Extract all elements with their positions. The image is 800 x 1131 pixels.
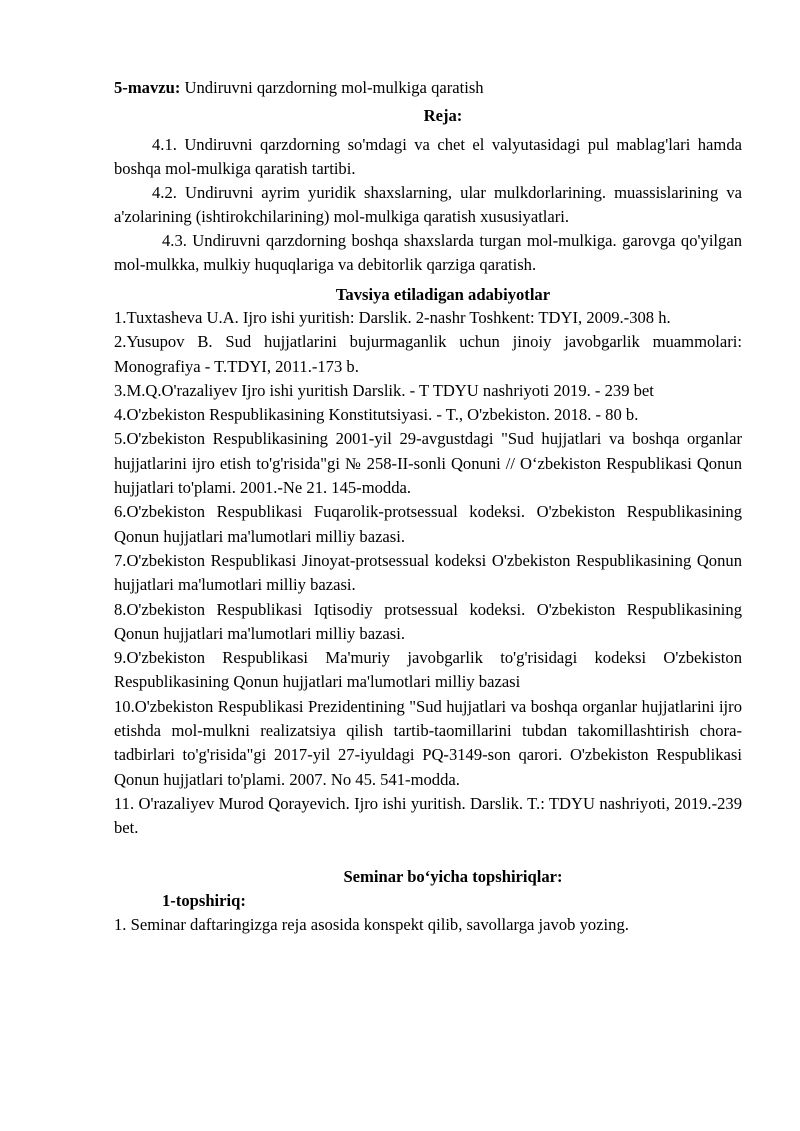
task-label: 1-topshiriq: [162,890,246,910]
task-text: 1. Seminar daftaringizga reja asosida konspekt qilib, savollarga javob yozing. [114,914,629,934]
seminar-heading: Seminar bo‘yicha topshiriqlar: [343,866,563,886]
topic-title: Undiruvni qarzdorning mol-mulkiga qaratish [180,78,484,97]
literature-item: 2.Yusupov B. Sud hujjatlarini bujurmaganlik uchun jinoiy javobgarlik muammolari: Monografiya - T.TDYI, 2011.-173 b. [114,332,742,376]
topic-line [114,76,742,100]
document-page [114,76,742,937]
literature-item: 4.O'zbekiston Respublikasining Konstitutsiyasi. - T., O'zbekiston. 2018. - 80 b. [114,405,639,425]
literature-item: 8.O'zbekiston Respublikasi Iqtisodiy protsessual kodeksi. O'zbekiston Respublikasining Qonun hujjatlari ma'lumotlari milliy bazasi. [114,599,742,643]
literature-heading: Tavsiya etiladigan adabiyotlar [335,285,551,304]
spacer [114,841,742,865]
literature-item: 6.O'zbekiston Respublikasi Fuqarolik-protsessual kodeksi. O'zbekiston Respublikasining Qonun hujjatlari ma'lumotlari milliy bazasi. [114,502,742,546]
plan-item: 4.2. Undiruvni ayrim yuridik shaxslarning, ular mulkdorlarining. muassislarining va a'zolarining (ishtirokchilarining) mol-mulkiga qaratish xususiyatlari. [114,183,742,226]
literature-item: 9.O'zbekiston Respublikasi Ma'muriy javobgarlik to'g'risidagi kodeksi O'zbekiston Respublikasining Qonun hujjatlari ma'lumotlari milliy bazasi [114,648,742,692]
literature-item: 7.O'zbekiston Respublikasi Jinoyat-protsessual kodeksi O'zbekiston Respublikasining Qonun hujjatlari ma'lumotlari milliy bazasi. [114,550,742,595]
literature-item: 5.O'zbekiston Respublikasining 2001-yil 29-avgustdagi "Sud hujjatlari va boshqa organlar hujjatlarini ijro etish to'g'risida"gi № 258-II-sonli Qonuni // O‘zbekiston Respublikasi Qonun hujjatlari to'plami. 2001.-Ne 21. 145-modda. [114,429,742,498]
literature-item: 11. O'razaliyev Murod Qorayevich. Ijro ishi yuritish. Darslik. T.: TDYU nashriyoti, 2019.-239 bet. [114,793,742,838]
plan-item: 4.1. Undiruvni qarzdorning so'mdagi va chet el valyutasidagi pul mablag'lari hamda boshqa mol-mulkiga qaratish tartibi. [114,135,742,178]
literature-item: 1.Tuxtasheva U.A. Ijro ishi yuritish: Darslik. 2-nashr Toshkent: TDYI, 2009.-308 h. [114,308,671,327]
literature-item: 10.O'zbekiston Respublikasi Prezidentining "Sud hujjatlari va boshqa organlar hujjatlarini ijro etishda mol-mulkni realizatsiya qilish tartib-taomillarini tubdan takomillashtirish chora-tadbirlari to'g'risida"gi 2017-yil 27-iyuldagi PQ-3149-son qarori. O'zbekiston Respublikasi Qonun hujjatlari to'plami. 2007. No 45. 541-modda. [114,696,742,789]
plan-item: 4.3. Undiruvni qarzdorning boshqa shaxslarda turgan mol-mulkiga. garovga qo'yilgan mol-mulkka, mulkiy huquqlariga va debitorlik qarziga qaratish. [114,231,742,274]
plan-heading: Reja: [423,106,463,125]
literature-item: 3.M.Q.O'razaliyev Ijro ishi yuritish Darslik. - T TDYU nashriyoti 2019. - 239 bet [114,380,654,400]
topic-label: 5-mavzu: [114,78,181,97]
